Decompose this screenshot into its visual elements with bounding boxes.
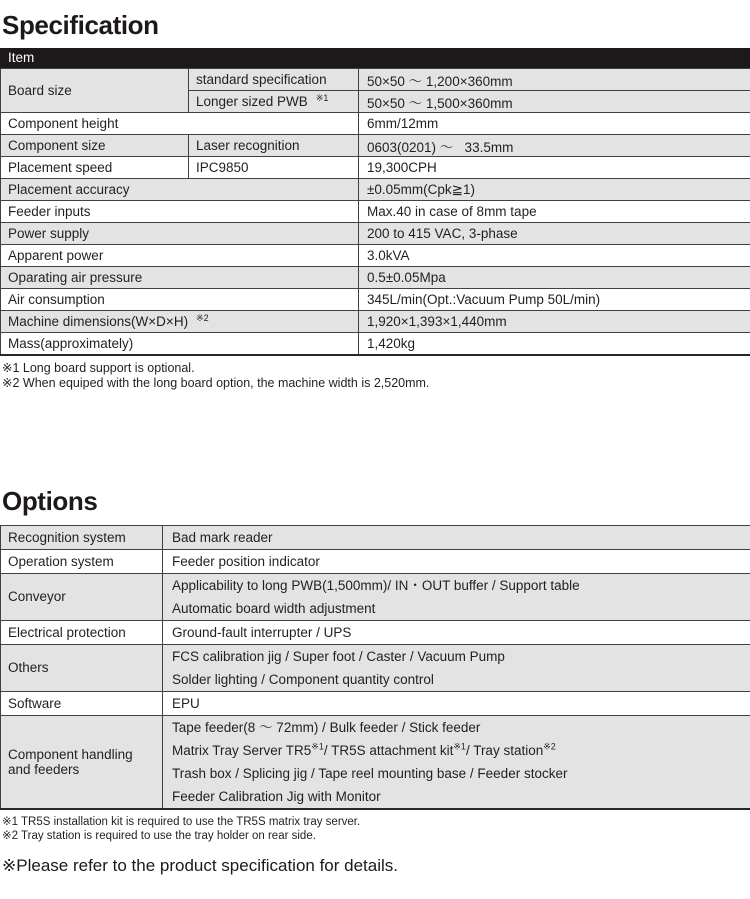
option-value-line: Bad mark reader (163, 526, 750, 549)
option-values (163, 620, 750, 644)
spec-footnotes (2, 361, 750, 391)
spec-value: 6mm/12mm (359, 113, 750, 135)
option-values (163, 525, 750, 549)
spec-table-row (1, 69, 750, 91)
footnote-marker: ※2 (196, 313, 209, 323)
option-category-label: Conveyor (1, 573, 163, 620)
spec-subitem-label: standard specification (189, 69, 359, 91)
spec-table-row (1, 333, 750, 355)
spec-item-label: Power supply (1, 223, 359, 245)
options-title: Options (2, 486, 750, 516)
option-category-label: Recognition system (1, 525, 163, 549)
option-value-line: Trash box / Splicing jig / Tape reel mounting base / Feeder stocker (163, 762, 750, 785)
options-table-row (1, 691, 750, 715)
spec-table-row (1, 223, 750, 245)
spec-footnote-line: ※2 When equiped with the long board option, the machine width is 2,520mm. (2, 376, 750, 391)
spec-value: 0603(0201) ～ 33.5mm (359, 135, 750, 157)
option-value-line: EPU (163, 692, 750, 715)
spec-table-row (1, 245, 750, 267)
footnote-marker: ※1 (316, 93, 329, 103)
option-value-line: Automatic board width adjustment (163, 597, 750, 620)
footnote-marker: ※1 (453, 741, 466, 751)
spec-item-label: Placement accuracy (1, 179, 359, 201)
options-table-row (1, 644, 750, 691)
spec-table-row (1, 311, 750, 333)
item-header-label: Item (8, 50, 34, 65)
footnote-marker: ※2 (543, 741, 556, 751)
specification-title: Specification (2, 10, 750, 40)
option-category-label: Operation system (1, 549, 163, 573)
spec-value: 19,300CPH (359, 157, 750, 179)
spec-subitem-label: IPC9850 (189, 157, 359, 179)
spec-table-row (1, 157, 750, 179)
specification-table (0, 68, 750, 356)
spec-value: 1,420kg (359, 333, 750, 355)
spec-item-label: Oparating air pressure (1, 267, 359, 289)
spec-item-label: Machine dimensions(W×D×H) $^{※2}$ (1, 311, 359, 333)
options-footnotes (2, 815, 750, 843)
spec-table-row (1, 135, 750, 157)
options-table-row (1, 549, 750, 573)
option-values (163, 549, 750, 573)
options-table-row (1, 715, 750, 809)
spec-table-row (1, 113, 750, 135)
spec-item-label: Board size (1, 69, 189, 113)
option-value-line: Feeder position indicator (163, 550, 750, 573)
spec-item-label: Apparent power (1, 245, 359, 267)
option-category-label: Component handling and feeders (1, 715, 163, 809)
spec-value: 3.0kVA (359, 245, 750, 267)
spec-value: 345L/min(Opt.:Vacuum Pump 50L/min) (359, 289, 750, 311)
spec-subitem-label: Laser recognition (189, 135, 359, 157)
option-category-label: Electrical protection (1, 620, 163, 644)
spec-value: 1,920×1,393×1,440mm (359, 311, 750, 333)
option-value-line: Ground-fault interrupter / UPS (163, 621, 750, 644)
spec-item-label: Component height (1, 113, 359, 135)
spec-value: ±0.05mm(Cpk≧1) (359, 179, 750, 201)
spec-item-label: Component size (1, 135, 189, 157)
spec-item-label: Air consumption (1, 289, 359, 311)
spec-value: 0.5±0.05Mpa (359, 267, 750, 289)
options-table-wrap (0, 525, 750, 810)
option-value-line: Solder lighting / Component quantity control (163, 668, 750, 691)
option-value-line: Applicability to long PWB(1,500mm)/ IN・OUT buffer / Support table (163, 574, 750, 597)
spec-value: Max.40 in case of 8mm tape (359, 201, 750, 223)
spec-item-label: Mass(approximately) (1, 333, 359, 355)
option-category-label: Others (1, 644, 163, 691)
options-table-row (1, 620, 750, 644)
option-values (163, 691, 750, 715)
spec-subitem-label: Longer sized PWB $^{※1}$ (189, 91, 359, 113)
options-table (0, 525, 750, 810)
option-value-line: Tape feeder(8 ～ 72mm) / Bulk feeder / Stick feeder (163, 716, 750, 739)
spec-value: 50×50 ～ 1,200×360mm (359, 69, 750, 91)
spec-item-label: Feeder inputs (1, 201, 359, 223)
option-value-line: Matrix Tray Server TR5$^{※1}$/ TR5S attachment kit$^{※1}$/ Tray station$^{※2}$ (163, 739, 750, 762)
option-value-line: Feeder Calibration Jig with Monitor (163, 785, 750, 808)
options-footnote-line: ※1 TR5S installation kit is required to use the TR5S matrix tray server. (2, 815, 750, 829)
spec-table-row (1, 267, 750, 289)
option-values (163, 644, 750, 691)
spec-value: 50×50 ～ 1,500×360mm (359, 91, 750, 113)
spec-table-row (1, 179, 750, 201)
options-table-row (1, 525, 750, 549)
spec-table-row (1, 201, 750, 223)
spec-table-header-bar (0, 48, 750, 68)
options-footnote-line: ※2 Tray station is required to use the tray holder on rear side. (2, 829, 750, 843)
footnote-marker: ※1 (311, 741, 324, 751)
options-table-row (1, 573, 750, 620)
option-values (163, 573, 750, 620)
spec-footnote-line: ※1 Long board support is optional. (2, 361, 750, 376)
spec-table-row (1, 289, 750, 311)
option-values (163, 715, 750, 809)
spec-item-label: Placement speed (1, 157, 189, 179)
spec-sheet-page (0, 10, 750, 876)
spec-value: 200 to 415 VAC, 3-phase (359, 223, 750, 245)
final-note: ※Please refer to the product specification for details. (2, 855, 750, 876)
option-category-label: Software (1, 691, 163, 715)
option-value-line: FCS calibration jig / Super foot / Caster / Vacuum Pump (163, 645, 750, 668)
